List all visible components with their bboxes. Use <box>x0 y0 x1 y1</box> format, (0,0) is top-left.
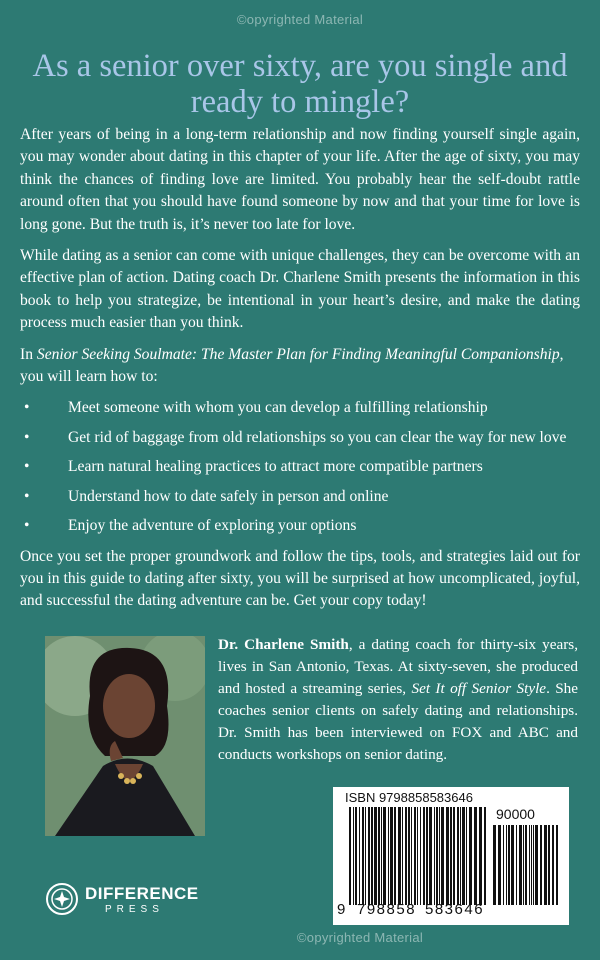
barcode-bar <box>469 807 472 905</box>
list-item: • Learn natural healing practices to attract more compatible partners <box>20 456 580 478</box>
headline: As a senior over sixty, are you single and ready to mingle? <box>32 48 568 120</box>
barcode-bar <box>523 825 524 905</box>
isbn-digit-group2: 583646 <box>425 901 485 918</box>
barcode-bar <box>439 807 440 905</box>
publisher-sub: PRESS <box>105 904 164 915</box>
barcode-bar <box>484 807 486 905</box>
barcode-bar <box>498 825 501 905</box>
barcode-bar <box>441 807 444 905</box>
barcode-bar <box>434 807 435 905</box>
isbn-digit-first: 9 <box>337 901 346 918</box>
barcode-bar <box>506 825 507 905</box>
barcode-bar <box>402 807 403 905</box>
publisher-name: DIFFERENCE <box>85 884 199 903</box>
barcode-bar <box>436 807 438 905</box>
barcode-bar <box>398 807 401 905</box>
barcode-bar <box>414 807 416 905</box>
barcode-bar <box>450 807 452 905</box>
barcode-bar <box>462 807 465 905</box>
paragraph-intro: After years of being in a long-term relationship and now finding yourself single again, you may wonder about dating in this chapter of your life. After the age of sixty, you may think the chances of finding love are limited. You probably hear the self-doubt rattle around often that you should have found someone by now and that your time for love is long gone. But the truth is, it’s never too late for love. <box>20 126 580 233</box>
barcode-bar <box>544 825 547 905</box>
barcode-bar <box>411 807 412 905</box>
list-item: • Meet someone with whom you can develop a fulfilling relationship <box>20 397 580 419</box>
barcode-bar <box>466 807 467 905</box>
barcode-box <box>333 787 569 925</box>
bio-part2: . She coaches senior clients on safely dating and relationships. Dr. Smith has been interviewed on FOX and ABC and conducts workshops on senior dating. <box>218 680 579 763</box>
barcode-bar <box>508 825 510 905</box>
book-title: Senior Seeking Soulmate: The Master Plan for Finding Meaningful Companionship <box>36 345 560 363</box>
publisher-logo <box>45 880 245 920</box>
back-cover-copy <box>20 124 580 622</box>
barcode-bar <box>353 807 354 905</box>
barcode-bar <box>516 825 517 905</box>
list-item: • Enjoy the adventure of exploring your options <box>20 515 580 537</box>
barcode-bar <box>503 825 504 905</box>
barcode-bar <box>417 807 418 905</box>
author-name: Dr. Charlene Smith <box>218 636 349 653</box>
barcode-bar <box>533 825 534 905</box>
barcode-bar <box>390 807 393 905</box>
barcode-bar <box>374 807 377 905</box>
barcode-bar <box>552 825 554 905</box>
isbn-label: ISBN 9798858583646 <box>345 790 473 805</box>
author-bio <box>218 634 578 766</box>
barcode-bar <box>429 807 432 905</box>
barcode-bar <box>420 807 421 905</box>
barcode-bar <box>457 807 459 905</box>
barcode-bar <box>556 825 558 905</box>
barcode-bar <box>405 807 407 905</box>
bullet-list <box>20 397 580 537</box>
barcode-bar <box>394 807 396 905</box>
series-title: Set It off Senior Style <box>411 680 547 697</box>
price-code: 90000 <box>496 806 535 822</box>
barcode-bar <box>371 807 373 905</box>
watermark-top: ©opyrighted Material <box>236 12 364 27</box>
isbn-barcode <box>349 807 487 905</box>
learn-prefix: In <box>20 345 37 363</box>
barcode-bar <box>525 825 527 905</box>
author-portrait-icon <box>45 636 205 836</box>
barcode-bar <box>548 825 550 905</box>
barcode-bar <box>423 807 425 905</box>
barcode-bar <box>365 807 366 905</box>
bio-part1: , a dating coach for thirty-six years, lives in San Antonio, Texas. At sixty-seven, she produced and hosted a streaming series, <box>218 636 578 697</box>
barcode-bar <box>529 825 530 905</box>
barcode-bar <box>531 825 532 905</box>
barcode-bar <box>355 807 357 905</box>
barcode-bar <box>408 807 410 905</box>
isbn-digit-group1: 798858 <box>357 901 417 918</box>
barcode-bar <box>388 807 389 905</box>
barcode-bar <box>383 807 386 905</box>
barcode-bar <box>426 807 428 905</box>
barcode-bar <box>540 825 542 905</box>
paragraph-challenges: While dating as a senior can come with unique challenges, they can be overcome with an effective plan of action. Dating coach Dr. Charlene Smith presents the information in this book to help you strategize, be intentional in your heart’s desire, and make the dating process much easier than you think. <box>20 247 580 332</box>
barcode-bar <box>535 825 538 905</box>
barcode-bar <box>378 807 380 905</box>
price-barcode <box>493 825 559 905</box>
barcode-bar <box>460 807 461 905</box>
barcode-bar <box>479 807 482 905</box>
paragraph-closing: Once you set the proper groundwork and follow the tips, tools, and strategies laid out for you in this guide to dating after sixty, you will be surprised at how uncomplicated, joyful, and successful the dating adventure can be. Get your copy today! <box>20 547 580 610</box>
paragraph-learn <box>20 344 580 389</box>
barcode-bar <box>493 825 496 905</box>
barcode-bar <box>446 807 449 905</box>
barcode-bar <box>453 807 455 905</box>
author-photo <box>45 636 205 836</box>
learn-suffix: , you will learn how to: <box>20 345 564 386</box>
barcode-bar <box>511 825 514 905</box>
barcode-bar <box>359 807 360 905</box>
watermark-bottom: ©opyrighted Material <box>296 930 424 945</box>
list-item: • Understand how to date safely in person and online <box>20 486 580 508</box>
barcode-bar <box>474 807 477 905</box>
barcode-bar <box>381 807 382 905</box>
barcode-bar <box>349 807 351 905</box>
list-item: • Get rid of baggage from old relationships so you can clear the way for new love <box>20 427 580 449</box>
barcode-bar <box>368 807 370 905</box>
publisher-emblem-icon <box>45 882 79 916</box>
barcode-bar <box>519 825 522 905</box>
barcode-bar <box>362 807 364 905</box>
